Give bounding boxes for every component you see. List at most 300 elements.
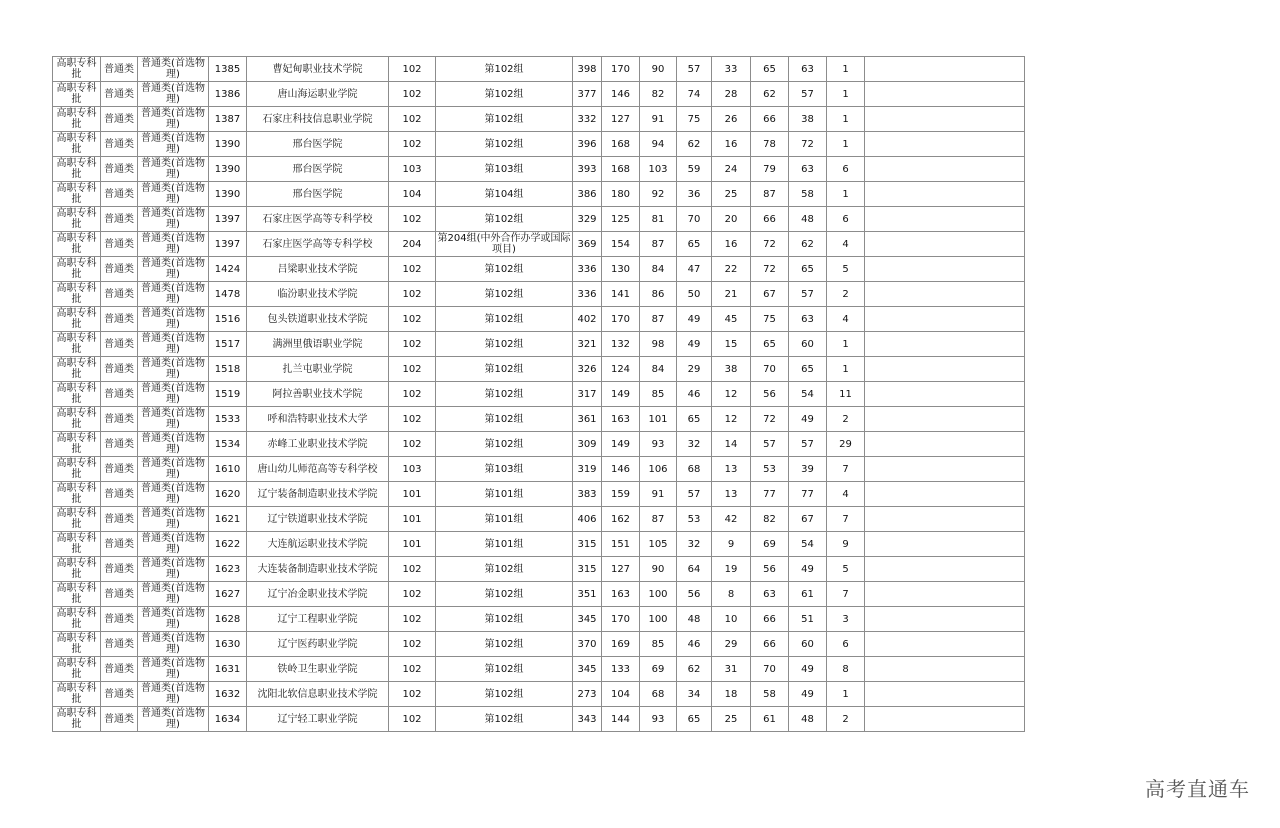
cell-elective-2: 65 (789, 357, 827, 382)
cell-school-code: 1516 (209, 307, 247, 332)
cell-subject-group: 普通类(首选物理) (138, 382, 209, 407)
cell-extra (865, 182, 1025, 207)
cell-english: 47 (677, 257, 712, 282)
cell-extra (865, 157, 1025, 182)
cell-elective-2: 48 (789, 207, 827, 232)
cell-math: 82 (640, 82, 677, 107)
cell-total-score: 377 (573, 82, 602, 107)
cell-group-code: 103 (389, 457, 436, 482)
cell-total-score: 345 (573, 607, 602, 632)
cell-category: 普通类 (101, 57, 138, 82)
cell-elective-1: 66 (751, 107, 789, 132)
cell-english: 56 (677, 582, 712, 607)
cell-school-name: 呼和浩特职业技术大学 (247, 407, 389, 432)
cell-group-code: 102 (389, 607, 436, 632)
cell-school-name: 临汾职业技术学院 (247, 282, 389, 307)
cell-elective-2: 49 (789, 657, 827, 682)
cell-extra (865, 557, 1025, 582)
cell-group-name: 第101组 (436, 532, 573, 557)
cell-batch: 高职专科批 (53, 257, 101, 282)
cell-math: 92 (640, 182, 677, 207)
cell-total-score: 319 (573, 457, 602, 482)
cell-subject-group: 普通类(首选物理) (138, 432, 209, 457)
cell-physics: 8 (712, 582, 751, 607)
cell-elective-2: 54 (789, 532, 827, 557)
cell-extra (865, 432, 1025, 457)
cell-physics: 13 (712, 457, 751, 482)
cell-elective-2: 60 (789, 632, 827, 657)
cell-total-score: 369 (573, 232, 602, 257)
cell-english: 62 (677, 657, 712, 682)
cell-school-code: 1397 (209, 232, 247, 257)
table-row (53, 407, 1025, 432)
cell-chinese: 144 (602, 707, 640, 732)
table-row (53, 232, 1025, 257)
cell-batch: 高职专科批 (53, 282, 101, 307)
cell-count: 3 (827, 607, 865, 632)
cell-total-score: 383 (573, 482, 602, 507)
cell-school-code: 1620 (209, 482, 247, 507)
cell-math: 101 (640, 407, 677, 432)
cell-group-name: 第104组 (436, 182, 573, 207)
cell-elective-2: 63 (789, 157, 827, 182)
cell-school-code: 1534 (209, 432, 247, 457)
cell-subject-group: 普通类(首选物理) (138, 507, 209, 532)
cell-subject-group: 普通类(首选物理) (138, 107, 209, 132)
cell-physics: 38 (712, 357, 751, 382)
cell-physics: 14 (712, 432, 751, 457)
cell-english: 62 (677, 132, 712, 157)
cell-chinese: 170 (602, 57, 640, 82)
cell-group-code: 102 (389, 407, 436, 432)
cell-school-name: 沈阳北软信息职业技术学院 (247, 682, 389, 707)
cell-extra (865, 332, 1025, 357)
cell-extra (865, 657, 1025, 682)
cell-group-code: 102 (389, 282, 436, 307)
cell-school-name: 满洲里俄语职业学院 (247, 332, 389, 357)
cell-physics: 20 (712, 207, 751, 232)
cell-elective-1: 78 (751, 132, 789, 157)
cell-math: 94 (640, 132, 677, 157)
cell-extra (865, 307, 1025, 332)
cell-chinese: 127 (602, 107, 640, 132)
cell-physics: 25 (712, 182, 751, 207)
cell-physics: 24 (712, 157, 751, 182)
cell-count: 1 (827, 57, 865, 82)
cell-count: 6 (827, 207, 865, 232)
table-row (53, 457, 1025, 482)
cell-category: 普通类 (101, 207, 138, 232)
cell-extra (865, 107, 1025, 132)
cell-chinese: 169 (602, 632, 640, 657)
table-row (53, 532, 1025, 557)
cell-physics: 28 (712, 82, 751, 107)
table-row (53, 82, 1025, 107)
cell-school-name: 大连航运职业技术学院 (247, 532, 389, 557)
cell-school-code: 1627 (209, 582, 247, 607)
cell-school-name: 赤峰工业职业技术学院 (247, 432, 389, 457)
cell-elective-2: 67 (789, 507, 827, 532)
cell-elective-2: 57 (789, 82, 827, 107)
table-row (53, 657, 1025, 682)
cell-extra (865, 582, 1025, 607)
cell-group-name: 第102组 (436, 657, 573, 682)
cell-math: 100 (640, 607, 677, 632)
cell-math: 85 (640, 632, 677, 657)
cell-math: 69 (640, 657, 677, 682)
table-row (53, 57, 1025, 82)
cell-subject-group: 普通类(首选物理) (138, 407, 209, 432)
cell-group-code: 102 (389, 357, 436, 382)
cell-school-code: 1623 (209, 557, 247, 582)
cell-english: 59 (677, 157, 712, 182)
cell-subject-group: 普通类(首选物理) (138, 232, 209, 257)
cell-extra (865, 57, 1025, 82)
cell-english: 32 (677, 532, 712, 557)
cell-elective-1: 66 (751, 632, 789, 657)
table-row (53, 607, 1025, 632)
cell-batch: 高职专科批 (53, 182, 101, 207)
cell-count: 4 (827, 307, 865, 332)
cell-group-name: 第102组 (436, 207, 573, 232)
cell-category: 普通类 (101, 707, 138, 732)
table-row (53, 207, 1025, 232)
cell-count: 7 (827, 507, 865, 532)
cell-group-code: 102 (389, 132, 436, 157)
cell-count: 4 (827, 482, 865, 507)
cell-math: 100 (640, 582, 677, 607)
cell-group-name: 第102组 (436, 432, 573, 457)
cell-extra (865, 282, 1025, 307)
cell-elective-2: 51 (789, 607, 827, 632)
cell-elective-1: 56 (751, 557, 789, 582)
cell-batch: 高职专科批 (53, 582, 101, 607)
cell-english: 70 (677, 207, 712, 232)
cell-category: 普通类 (101, 382, 138, 407)
cell-elective-1: 62 (751, 82, 789, 107)
cell-elective-1: 57 (751, 432, 789, 457)
cell-total-score: 386 (573, 182, 602, 207)
cell-total-score: 336 (573, 282, 602, 307)
cell-count: 5 (827, 557, 865, 582)
cell-school-name: 曹妃甸职业技术学院 (247, 57, 389, 82)
cell-math: 81 (640, 207, 677, 232)
cell-school-code: 1634 (209, 707, 247, 732)
cell-elective-1: 66 (751, 207, 789, 232)
cell-count: 7 (827, 582, 865, 607)
cell-school-name: 包头铁道职业技术学院 (247, 307, 389, 332)
cell-math: 90 (640, 57, 677, 82)
cell-group-code: 101 (389, 482, 436, 507)
cell-group-name: 第103组 (436, 457, 573, 482)
cell-total-score: 406 (573, 507, 602, 532)
cell-subject-group: 普通类(首选物理) (138, 657, 209, 682)
cell-english: 49 (677, 307, 712, 332)
cell-group-code: 102 (389, 332, 436, 357)
cell-physics: 26 (712, 107, 751, 132)
cell-total-score: 351 (573, 582, 602, 607)
cell-group-name: 第102组 (436, 282, 573, 307)
cell-math: 84 (640, 357, 677, 382)
cell-extra (865, 132, 1025, 157)
cell-count: 6 (827, 632, 865, 657)
cell-english: 36 (677, 182, 712, 207)
cell-elective-2: 57 (789, 282, 827, 307)
table-row (53, 382, 1025, 407)
cell-category: 普通类 (101, 232, 138, 257)
table-row (53, 432, 1025, 457)
cell-extra (865, 232, 1025, 257)
cell-math: 91 (640, 482, 677, 507)
cell-elective-2: 65 (789, 257, 827, 282)
cell-english: 65 (677, 707, 712, 732)
cell-batch: 高职专科批 (53, 682, 101, 707)
cell-school-name: 铁岭卫生职业学院 (247, 657, 389, 682)
cell-group-name: 第102组 (436, 607, 573, 632)
cell-extra (865, 632, 1025, 657)
cell-count: 11 (827, 382, 865, 407)
cell-group-code: 101 (389, 507, 436, 532)
cell-group-code: 104 (389, 182, 436, 207)
cell-count: 9 (827, 532, 865, 557)
cell-english: 49 (677, 332, 712, 357)
cell-math: 87 (640, 507, 677, 532)
cell-chinese: 159 (602, 482, 640, 507)
cell-physics: 25 (712, 707, 751, 732)
cell-school-code: 1518 (209, 357, 247, 382)
cell-math: 84 (640, 257, 677, 282)
cell-english: 75 (677, 107, 712, 132)
cell-physics: 19 (712, 557, 751, 582)
cell-school-code: 1628 (209, 607, 247, 632)
cell-subject-group: 普通类(首选物理) (138, 132, 209, 157)
cell-elective-2: 38 (789, 107, 827, 132)
cell-math: 93 (640, 432, 677, 457)
cell-category: 普通类 (101, 257, 138, 282)
cell-school-code: 1397 (209, 207, 247, 232)
cell-elective-1: 53 (751, 457, 789, 482)
table-row (53, 682, 1025, 707)
cell-category: 普通类 (101, 282, 138, 307)
cell-english: 65 (677, 232, 712, 257)
cell-group-code: 102 (389, 382, 436, 407)
cell-extra (865, 207, 1025, 232)
cell-school-code: 1632 (209, 682, 247, 707)
cell-total-score: 398 (573, 57, 602, 82)
cell-elective-1: 70 (751, 357, 789, 382)
cell-school-code: 1424 (209, 257, 247, 282)
cell-category: 普通类 (101, 182, 138, 207)
cell-extra (865, 707, 1025, 732)
cell-school-name: 大连装备制造职业技术学院 (247, 557, 389, 582)
cell-batch: 高职专科批 (53, 707, 101, 732)
cell-chinese: 180 (602, 182, 640, 207)
cell-subject-group: 普通类(首选物理) (138, 682, 209, 707)
cell-elective-1: 72 (751, 257, 789, 282)
cell-count: 7 (827, 457, 865, 482)
cell-group-code: 102 (389, 707, 436, 732)
cell-subject-group: 普通类(首选物理) (138, 532, 209, 557)
cell-chinese: 141 (602, 282, 640, 307)
cell-english: 34 (677, 682, 712, 707)
cell-math: 87 (640, 232, 677, 257)
cell-batch: 高职专科批 (53, 82, 101, 107)
cell-elective-1: 66 (751, 607, 789, 632)
cell-school-code: 1385 (209, 57, 247, 82)
cell-elective-2: 72 (789, 132, 827, 157)
cell-english: 48 (677, 607, 712, 632)
cell-chinese: 149 (602, 432, 640, 457)
cell-chinese: 149 (602, 382, 640, 407)
cell-count: 5 (827, 257, 865, 282)
table-row (53, 282, 1025, 307)
cell-batch: 高职专科批 (53, 132, 101, 157)
cell-school-code: 1390 (209, 182, 247, 207)
cell-extra (865, 457, 1025, 482)
cell-school-name: 辽宁冶金职业技术学院 (247, 582, 389, 607)
cell-group-name: 第102组 (436, 557, 573, 582)
cell-elective-1: 72 (751, 407, 789, 432)
cell-group-name: 第102组 (436, 257, 573, 282)
cell-elective-1: 87 (751, 182, 789, 207)
cell-count: 4 (827, 232, 865, 257)
cell-subject-group: 普通类(首选物理) (138, 632, 209, 657)
cell-subject-group: 普通类(首选物理) (138, 82, 209, 107)
cell-subject-group: 普通类(首选物理) (138, 57, 209, 82)
cell-batch: 高职专科批 (53, 557, 101, 582)
cell-physics: 45 (712, 307, 751, 332)
cell-elective-1: 63 (751, 582, 789, 607)
cell-subject-group: 普通类(首选物理) (138, 607, 209, 632)
cell-subject-group: 普通类(首选物理) (138, 557, 209, 582)
cell-elective-1: 77 (751, 482, 789, 507)
cell-chinese: 170 (602, 307, 640, 332)
cell-group-code: 101 (389, 532, 436, 557)
cell-extra (865, 82, 1025, 107)
cell-total-score: 370 (573, 632, 602, 657)
cell-group-name: 第101组 (436, 507, 573, 532)
cell-school-code: 1533 (209, 407, 247, 432)
table-row (53, 507, 1025, 532)
cell-count: 1 (827, 82, 865, 107)
cell-total-score: 321 (573, 332, 602, 357)
cell-batch: 高职专科批 (53, 332, 101, 357)
cell-group-name: 第102组 (436, 107, 573, 132)
cell-english: 32 (677, 432, 712, 457)
cell-elective-1: 61 (751, 707, 789, 732)
cell-group-code: 102 (389, 207, 436, 232)
cell-elective-1: 67 (751, 282, 789, 307)
cell-chinese: 125 (602, 207, 640, 232)
cell-category: 普通类 (101, 682, 138, 707)
cell-school-name: 石家庄医学高等专科学校 (247, 232, 389, 257)
cell-school-name: 辽宁装备制造职业技术学院 (247, 482, 389, 507)
table-row (53, 107, 1025, 132)
cell-chinese: 168 (602, 132, 640, 157)
cell-physics: 31 (712, 657, 751, 682)
cell-math: 103 (640, 157, 677, 182)
cell-group-name: 第102组 (436, 82, 573, 107)
cell-subject-group: 普通类(首选物理) (138, 307, 209, 332)
cell-group-name: 第102组 (436, 632, 573, 657)
cell-batch: 高职专科批 (53, 607, 101, 632)
cell-physics: 42 (712, 507, 751, 532)
cell-school-name: 扎兰屯职业学院 (247, 357, 389, 382)
cell-chinese: 146 (602, 457, 640, 482)
cell-total-score: 361 (573, 407, 602, 432)
cell-english: 68 (677, 457, 712, 482)
cell-elective-2: 39 (789, 457, 827, 482)
cell-elective-1: 69 (751, 532, 789, 557)
cell-physics: 29 (712, 632, 751, 657)
cell-total-score: 315 (573, 532, 602, 557)
cell-school-name: 辽宁工程职业学院 (247, 607, 389, 632)
cell-school-code: 1631 (209, 657, 247, 682)
cell-group-name: 第102组 (436, 582, 573, 607)
cell-count: 1 (827, 107, 865, 132)
cell-elective-1: 79 (751, 157, 789, 182)
cell-school-name: 石家庄医学高等专科学校 (247, 207, 389, 232)
cell-elective-1: 65 (751, 57, 789, 82)
cell-total-score: 393 (573, 157, 602, 182)
cell-elective-1: 56 (751, 382, 789, 407)
cell-chinese: 163 (602, 582, 640, 607)
cell-batch: 高职专科批 (53, 407, 101, 432)
cell-count: 2 (827, 707, 865, 732)
cell-batch: 高职专科批 (53, 632, 101, 657)
cell-chinese: 154 (602, 232, 640, 257)
cell-elective-1: 82 (751, 507, 789, 532)
cell-chinese: 168 (602, 157, 640, 182)
cell-chinese: 151 (602, 532, 640, 557)
cell-extra (865, 507, 1025, 532)
cell-elective-2: 61 (789, 582, 827, 607)
watermark-text: 高考直通车 (1145, 777, 1250, 801)
cell-group-code: 102 (389, 557, 436, 582)
cell-elective-1: 65 (751, 332, 789, 357)
cell-elective-2: 49 (789, 682, 827, 707)
cell-group-code: 102 (389, 107, 436, 132)
cell-extra (865, 607, 1025, 632)
cell-chinese: 130 (602, 257, 640, 282)
cell-group-name: 第204组(中外合作办学或国际项目) (437, 233, 571, 255)
cell-group-code: 103 (389, 157, 436, 182)
cell-total-score: 396 (573, 132, 602, 157)
cell-math: 93 (640, 707, 677, 732)
cell-subject-group: 普通类(首选物理) (138, 707, 209, 732)
cell-count: 2 (827, 407, 865, 432)
cell-subject-group: 普通类(首选物理) (138, 157, 209, 182)
cell-chinese: 127 (602, 557, 640, 582)
cell-batch: 高职专科批 (53, 107, 101, 132)
cell-elective-2: 77 (789, 482, 827, 507)
cell-english: 57 (677, 482, 712, 507)
cell-elective-2: 49 (789, 557, 827, 582)
cell-school-name: 阿拉善职业技术学院 (247, 382, 389, 407)
cell-elective-1: 58 (751, 682, 789, 707)
cell-math: 105 (640, 532, 677, 557)
cell-elective-2: 54 (789, 382, 827, 407)
cell-math: 86 (640, 282, 677, 307)
cell-category: 普通类 (101, 307, 138, 332)
cell-english: 29 (677, 357, 712, 382)
cell-english: 65 (677, 407, 712, 432)
cell-math: 90 (640, 557, 677, 582)
cell-school-code: 1621 (209, 507, 247, 532)
cell-batch: 高职专科批 (53, 307, 101, 332)
cell-school-code: 1630 (209, 632, 247, 657)
cell-category: 普通类 (101, 557, 138, 582)
